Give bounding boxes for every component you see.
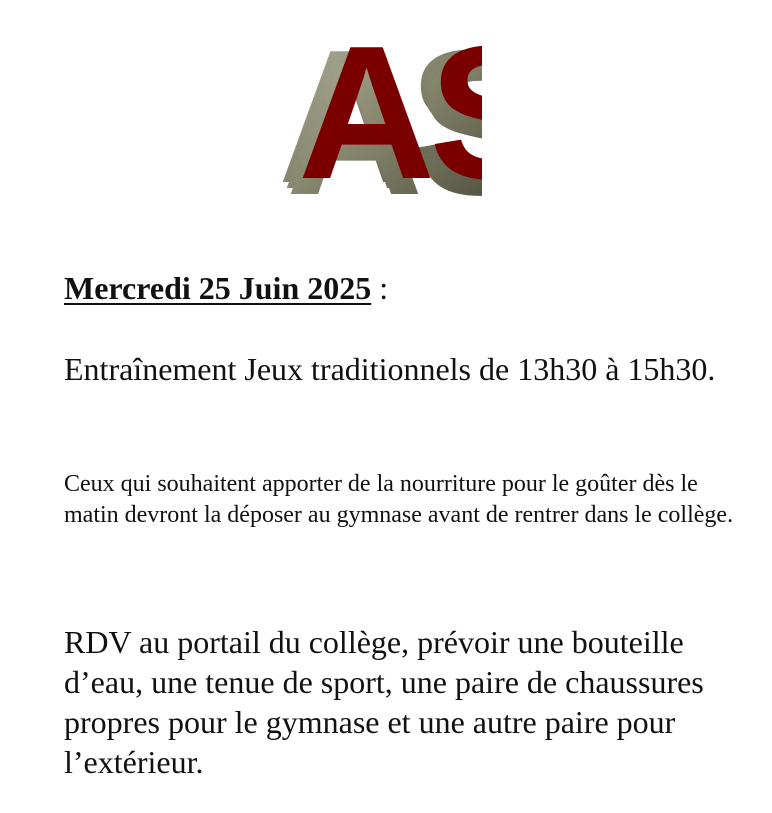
logo-front: A bbox=[298, 7, 430, 219]
event-date: Mercredi 25 Juin 2025 bbox=[64, 270, 372, 306]
event-date-line bbox=[64, 268, 388, 308]
as-logo bbox=[272, 2, 482, 220]
training-info: Entraînement Jeux traditionnels de 13h30 à 15h30. bbox=[64, 351, 716, 387]
logo-extrusion-2: AS bbox=[282, 17, 482, 220]
logo-extrusion-1: AS bbox=[278, 11, 482, 220]
event-date-colon: : bbox=[371, 270, 389, 306]
as-logo-graphic bbox=[272, 2, 482, 220]
meeting-instructions: RDV au portail du collège, prévoir une bouteille d’eau, une tenue de sport, une paire de chaussures propres pour le gymnase et une autre paire pour l’extérieur. bbox=[64, 624, 704, 780]
logo-extrusion-3: AS bbox=[286, 23, 482, 220]
snack-note: Ceux qui souhaitent apporter de la nourriture pour le goûter dès le matin devront la déposer au gymnase avant de rentrer dans le collège. bbox=[64, 471, 734, 528]
